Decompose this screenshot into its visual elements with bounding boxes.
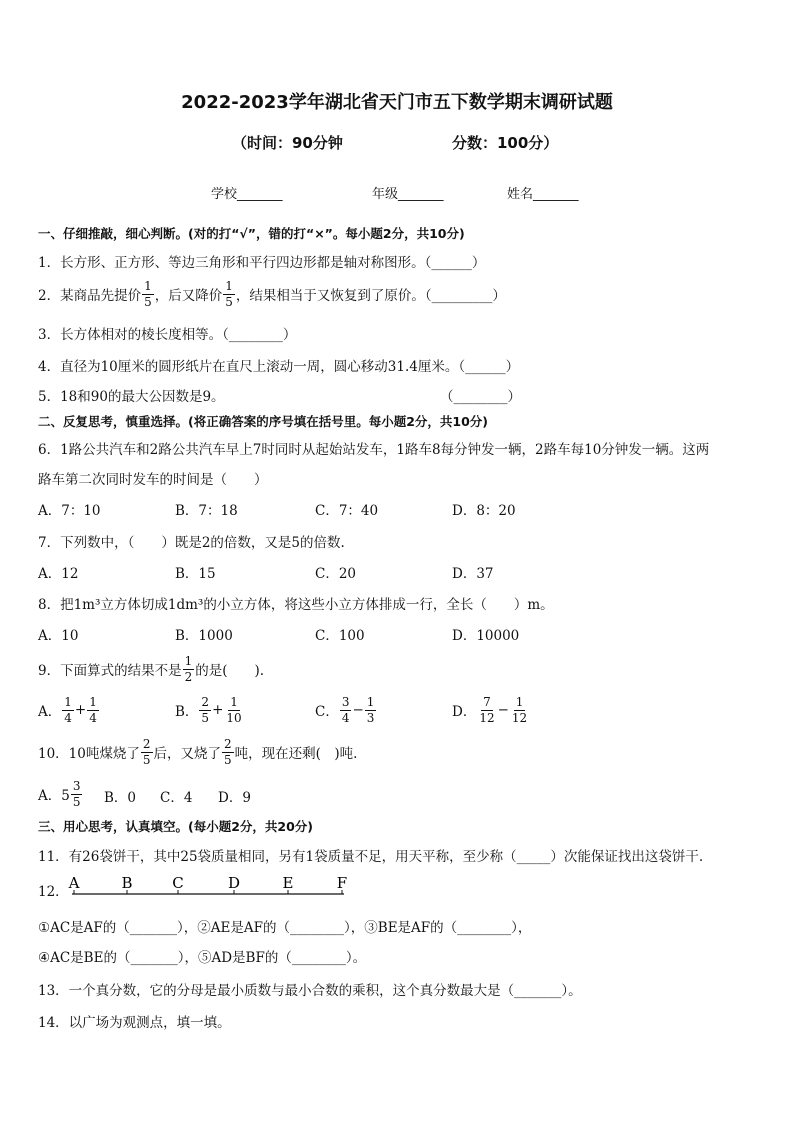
q7-option-b[interactable]: B．15 [175, 566, 216, 582]
section2-heading: 二、反复思考，慎重选择。(将正确答案的序号填在括号里。每小题2分，共10分) [38, 414, 489, 429]
q2-fraction-2: $\frac{1}{5}$ [225, 278, 233, 309]
question-8: 8．把1m³立方体切成1dm³的小立方体，将这些小立方体排成一行，全长（ ）m。 [38, 597, 554, 613]
section1-heading: 一、仔细推敲，细心判断。(对的打“√”，错的打“×”。每小题2分，共10分) [38, 226, 465, 241]
question-14: 14．以广场为观测点，填一填。 [38, 1015, 231, 1031]
q10-option-c[interactable]: C．4 [160, 790, 193, 806]
q2-mid: ，后又降价 [154, 288, 223, 304]
point-label-b: B [121, 874, 133, 892]
point-label-c: C [172, 874, 184, 892]
exam-time: （时间：90分钟 [232, 134, 343, 152]
point-label-f: F [336, 874, 348, 892]
question-7: 7．下列数中，（ ）既是2的倍数，又是5的倍数. [38, 535, 345, 551]
q10-fraction-2: $\frac{2}{5}$ [224, 736, 232, 767]
school-field[interactable]: 学校_______ [211, 187, 283, 202]
question-12-line1: ①AC是AF的（_______），②AE是AF的（________），③BE是AF的（________）， [38, 920, 532, 936]
q2-pre: 2．某商品先提价 [38, 288, 142, 304]
question-10 [38, 734, 357, 770]
q7-option-d[interactable]: D．37 [452, 566, 494, 582]
q9-option-b[interactable]: B． $\frac{2}{5}$ + $\frac{1}{10}$ [175, 694, 242, 725]
q8-option-d[interactable]: D．10000 [452, 628, 520, 644]
q9-option-a[interactable]: A． $\frac{1}{4}$ + $\frac{1}{4}$ [38, 694, 97, 725]
q9-fraction: $\frac{1}{2}$ [184, 653, 193, 684]
point-label-a: A [68, 874, 80, 892]
question-6-line1: 6．1路公共汽车和2路公共汽车早上7时同时从起始站发车，1路车8每分钟发一辆，2路车每10分钟发一辆。这两 [38, 442, 710, 458]
name-field[interactable]: 姓名_______ [507, 187, 579, 202]
exam-score: 分数：100分） [452, 134, 559, 152]
q9-option-c[interactable]: C． $\frac{3}{4}$ − $\frac{1}{3}$ [315, 694, 375, 725]
q6-option-c[interactable]: C．7：40 [315, 503, 379, 519]
q9-post: 的是( ). [195, 663, 265, 679]
question-3: 3．长方体相对的棱长度相等。（________） [38, 327, 297, 343]
question-2 [38, 276, 506, 312]
point-label-e: E [282, 874, 294, 892]
q6-option-d[interactable]: D．8：20 [452, 503, 516, 519]
q9-option-d[interactable]: D． $\frac{7}{12}$ − $\frac{1}{12}$ [452, 694, 528, 725]
question-12-label: 12． [38, 884, 69, 900]
q10-mid: 后，又烧了 [153, 746, 221, 762]
page-title: 2022-2023学年湖北省天门市五下数学期末调研试题 [181, 92, 613, 113]
q6-option-b[interactable]: B．7：18 [175, 503, 238, 519]
q10-fraction-1: $\frac{2}{5}$ [142, 736, 151, 767]
q7-option-c[interactable]: C．20 [315, 566, 357, 582]
point-label-d: D [227, 874, 241, 892]
question-5: 5．18和90的最大公因数是9。 [38, 389, 225, 405]
question-6-line2: 路车第二次同时发车的时间是（ ） [38, 472, 268, 488]
q10-pre: 10．10吨煤烧了 [38, 746, 140, 762]
q10-option-a[interactable]: A．5 $\frac{3}{5}$ [38, 778, 81, 809]
q6-option-a[interactable]: A．7：10 [38, 503, 101, 519]
q7-option-a[interactable]: A．12 [38, 566, 79, 582]
question-5-blank[interactable]: （________） [440, 389, 521, 405]
q9-pre: 9．下面算式的结果不是 [38, 663, 182, 679]
segment-diagram [62, 868, 362, 902]
question-9 [38, 652, 264, 686]
section3-heading: 三、用心思考，认真填空。(每小题2分，共20分) [38, 819, 314, 834]
q8-option-a[interactable]: A．10 [38, 628, 79, 644]
question-12-line2: ④AC是BE的（_______），⑤AD是BF的（________）。 [38, 950, 367, 966]
question-11: 11．有26袋饼干，其中25袋质量相同，另有1袋质量不足，用天平称，至少称（_____）次能保证找出这袋饼干. [38, 849, 704, 865]
grade-field[interactable]: 年级_______ [372, 187, 444, 202]
q10-option-b[interactable]: B．0 [104, 790, 137, 806]
question-4: 4．直径为10厘米的圆形纸片在直尺上滚动一周，圆心移动31.4厘米。（______） [38, 359, 520, 375]
q2-post: ，结果相当于又恢复到了原价。（_________） [235, 288, 506, 304]
q8-option-c[interactable]: C．100 [315, 628, 365, 644]
question-1: 1．长方形、正方形、等边三角形和平行四边形都是轴对称图形。（______） [38, 255, 486, 271]
q10-post: 吨，现在还剩( )吨. [234, 746, 358, 762]
question-13: 13．一个真分数，它的分母是最小质数与最小合数的乘积，这个真分数最大是（_______）。 [38, 983, 582, 999]
q2-fraction-1: $\frac{1}{5}$ [144, 278, 152, 309]
q10-option-d[interactable]: D．9 [218, 790, 251, 806]
q8-option-b[interactable]: B．1000 [175, 628, 233, 644]
